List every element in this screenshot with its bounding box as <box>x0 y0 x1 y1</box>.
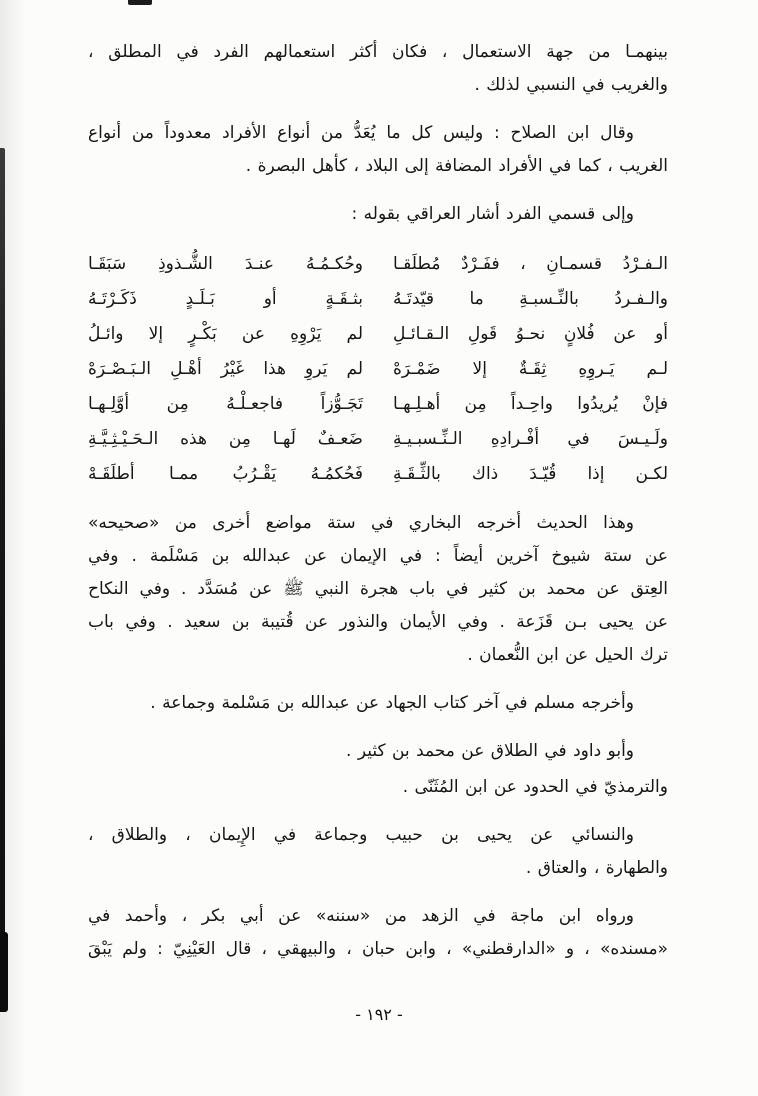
scan-ink-blob <box>0 932 8 1012</box>
paragraph <box>88 735 668 768</box>
text-line: وهذا الحديث أخرجه البخاري في ستة مواضع أخرى من «صحيحه» <box>88 513 634 533</box>
text-line: وأخرجه مسلم في آخر كتاب الجهاد عن عبدالله بن مَسْلمة وجماعة . <box>150 693 634 713</box>
text-line: والغريب في النسبي لذلك . <box>474 75 668 95</box>
text-line: العِتق عن محمد بن كثير في باب هجرة النبي ﷺ عن مُسَدَّد . وفي النكاح <box>88 579 668 599</box>
poem-hemistich-second: لم يَرْوِهِ عن بَكْـرٍ إلا وائـلُ <box>88 324 363 344</box>
poem-hemistich-second: ضَعـفٌ لَهـا مِن هذه الـحَـيْـثِـيَّـةِ <box>88 429 363 449</box>
poem-verse <box>88 457 668 492</box>
poem-verse <box>88 387 668 422</box>
poem-hemistich-first: لكـن إذا قُيّـدَ ذاك بالثِّـقَـةِ <box>393 464 668 484</box>
text-line: ترك الحيل عن ابن النُّعمان . <box>467 645 668 665</box>
poem-hemistich-first: ولَـيـسَ في أفْـرادِهِ الـنِّـسبـيـةِ <box>393 429 668 449</box>
text-line: والنسائي عن يحيى بن حبيب وجماعة في الإِيمان ، والطلاق ، <box>88 825 634 845</box>
poem <box>88 247 668 492</box>
text-line: عن يحيى بـن قَزَعة . وفي الأيمان والنذور عن قُتيبة بن سعيد . وفي باب <box>88 612 668 632</box>
poem-hemistich-second: بثـقَـةٍ أو بَـلَـدٍ ذَكَـرْتَـهُ <box>88 289 363 309</box>
poem-hemistich-first: لـم يَـروِهِ ثِقَـةٌ إلا ضَمْـرَهْ <box>393 359 668 379</box>
text-line: ورواه ابن ماجة في الزهد من «سننه» عن أبي بكر ، وأحمد في <box>88 906 634 926</box>
poem-hemistich-second: تَجَـوُّزاً فاجعـلْـهُ مِن أوَّلِـهـا <box>88 394 363 414</box>
poem-hemistich-second: وحُكـمُـهُ عنـدَ الشُّـذوذِ سَبَقَـا <box>88 254 363 274</box>
paragraph <box>88 198 668 231</box>
poem-verse <box>88 352 668 387</box>
scan-top-mark <box>128 0 152 5</box>
page-number: - ١٩٢ - <box>355 1005 403 1024</box>
poem-hemistich-first: فإنْ يُريدُوا واحِـداً مِن أهـلِـهـا <box>393 394 668 414</box>
paragraph <box>88 771 668 804</box>
paragraph <box>88 687 668 720</box>
poem-hemistich-first: أو عن فُلانٍ نحـوُ قَولِ الـقـائـلِ <box>393 324 668 344</box>
text-line: وقال ابن الصلاح : وليس كل ما يُعَدُّ من أنواع الأفراد معدوداً من أنواع <box>88 123 634 143</box>
text-line: بينهمـا من جهة الاستعمال ، فكان أكثر استعمالهم الفرد في المطلق ، <box>88 42 668 62</box>
scan-binding-line <box>0 148 5 938</box>
poem-verse <box>88 317 668 352</box>
paragraph <box>88 507 668 672</box>
poem-verse <box>88 247 668 282</box>
poem-hemistich-second: لم يَروِ هذا غَيْرُ أهْـلِ الـبَـصْـرَهْ <box>88 359 363 379</box>
text-line: والطهارة ، والعتاق . <box>525 858 668 878</box>
paragraph <box>88 36 668 102</box>
poem-verse <box>88 422 668 457</box>
page-content <box>88 36 668 966</box>
paragraph <box>88 900 668 966</box>
paragraph <box>88 117 668 183</box>
poem-verse <box>88 282 668 317</box>
text-line: الغريب ، كما في الأفراد المضافة إلى البلاد ، كأهل البصرة . <box>245 156 668 176</box>
poem-hemistich-second: فَحُكمُـهُ يَقْـرُبُ ممـا أطلَقَـهْ <box>88 464 363 484</box>
text-line: «مسنده» ، و «الدارقطني» ، وابن حبان ، والبيهقي ، قال العَيْنِيّ : ولم يَبْقَ <box>88 939 668 959</box>
poem-hemistich-first: والـفـردُ بالنِّـسبـةِ ما قيّدتَـهُ <box>393 289 668 309</box>
paragraph <box>88 819 668 885</box>
text-line: وأبو داود في الطلاق عن محمد بن كثير . <box>346 741 634 761</box>
text-line: والترمذيّ في الحدود عن ابن المُثَنّى . <box>402 777 668 797</box>
text-line: عن ستة شيوخ آخرين أيضاً : في الإيمان عن عبدالله بن مَسْلَمة . وفي <box>88 546 668 566</box>
text-line: وإلى قسمي الفرد أشار العراقي بقوله : <box>351 204 634 224</box>
poem-hemistich-first: الـفـرْدُ قسمـانِ ، ففَـرْدٌ مُطلَقـا <box>393 254 668 274</box>
